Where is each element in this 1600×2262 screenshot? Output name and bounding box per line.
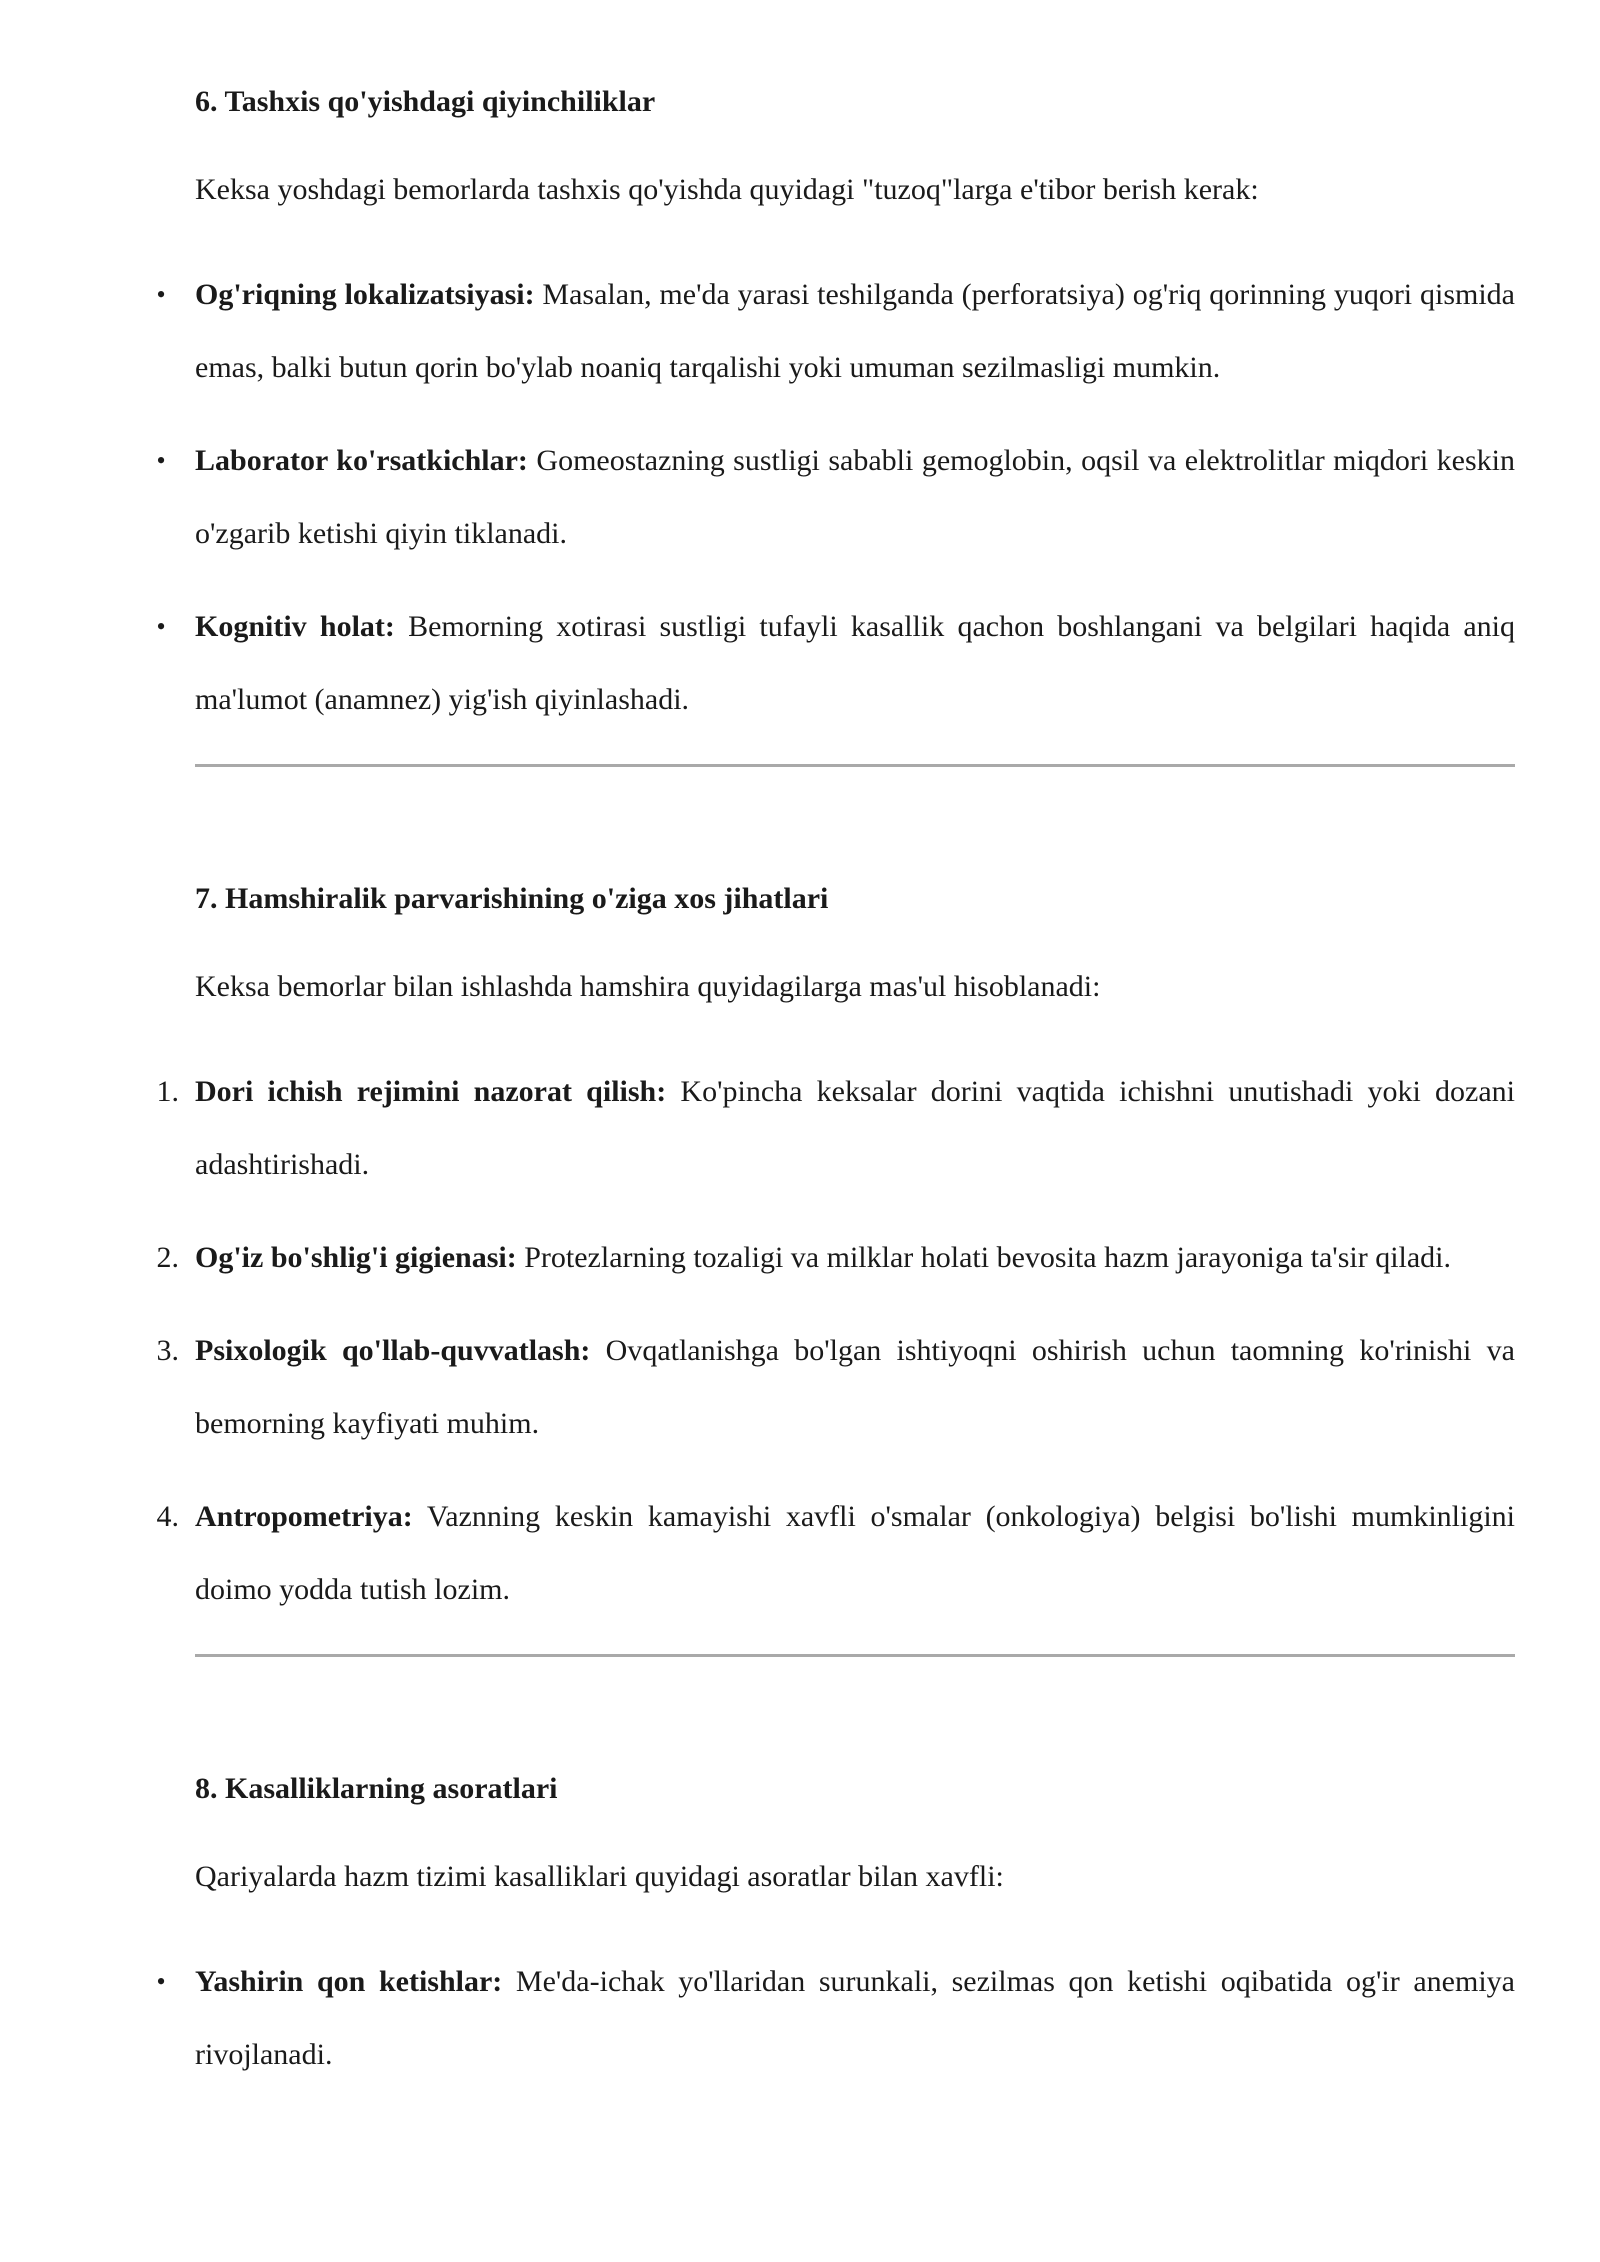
bullet-marker: • (156, 612, 166, 641)
item-text: Me'da-ichak yo'llaridan surunkali, sezilmas qon ketishi oqibatida og'ir anemiya rivojlanadi. (195, 1965, 1515, 2071)
section-title: 6. Tashxis qo'yishdagi qiyinchiliklar (195, 85, 656, 118)
bullet-marker: • (156, 1967, 166, 1996)
list-item (156, 1314, 1515, 1460)
list-item (156, 1945, 1515, 2091)
item-text: Bemorning xotirasi sustligi tufayli kasallik qachon boshlangani va belgilari haqida aniq ma'lumot (anamnez) yig'ish qiyinlashadi. (195, 610, 1515, 716)
section-intro: Keksa bemorlar bilan ishlashda hamshira quyidagilarga mas'ul hisoblanadi: (195, 970, 1101, 1003)
list-item (156, 1480, 1515, 1626)
bullet-marker: • (156, 280, 166, 309)
item-term: Yashirin qon ketishlar: (195, 1965, 503, 1998)
item-text: Masalan, me'da yarasi teshilganda (perforatsiya) og'riq qorinning yuqori qismida emas, balki butun qorin bo'ylab noaniq tarqalishi yoki umuman sezilmasligi mumkin. (195, 278, 1515, 384)
section-8 (156, 1769, 1515, 2091)
item-text: Ko'pincha keksalar dorini vaqtida ichishni unutishadi yoki dozani adashtirishadi. (195, 1075, 1516, 1181)
horizontal-divider (195, 764, 1515, 767)
bullet-list (156, 258, 1515, 736)
section-6 (156, 82, 1515, 767)
number-marker: 4. (156, 1500, 179, 1533)
item-term: Og'iz bo'shlig'i gigienasi: (195, 1241, 517, 1274)
item-text: Ovqatlanishga bo'lgan ishtiyoqni oshirish uchun taomning ko'rinishi va bemorning kayfiyati muhim. (195, 1334, 1515, 1440)
section-intro: Keksa yoshdagi bemorlarda tashxis qo'yishda quyidagi "tuzoq"larga e'tibor berish kerak: (195, 173, 1259, 206)
item-text: Gomeostazning sustligi sababli gemoglobin, oqsil va elektrolitlar miqdori keskin o'zgarib ketishi qiyin tiklanadi. (195, 444, 1515, 550)
item-text: Vaznning keskin kamayishi xavfli o'smalar (onkologiya) belgisi bo'lishi mumkinligini doimo yodda tutish lozim. (195, 1500, 1515, 1606)
list-item (156, 1221, 1515, 1294)
number-marker: 3. (156, 1334, 179, 1367)
number-marker: 1. (156, 1075, 179, 1108)
item-term: Dori ichish rejimini nazorat qilish: (195, 1075, 667, 1108)
list-item (156, 590, 1515, 736)
item-term: Psixologik qo'llab-quvvatlash: (195, 1334, 591, 1367)
section-intro: Qariyalarda hazm tizimi kasalliklari quyidagi asoratlar bilan xavfli: (195, 1860, 1004, 1893)
section-title: 7. Hamshiralik parvarishining o'ziga xos jihatlari (195, 882, 829, 915)
number-marker: 2. (156, 1241, 179, 1274)
item-term: Laborator ko'rsatkichlar: (195, 444, 528, 477)
horizontal-divider (195, 1654, 1515, 1657)
list-item (156, 258, 1515, 404)
numbered-list (156, 1055, 1516, 1626)
bullet-marker: • (156, 446, 166, 475)
list-item (156, 1055, 1516, 1201)
item-term: Antropometriya: (195, 1500, 413, 1533)
document-content (156, 82, 1516, 2091)
list-item (156, 424, 1515, 570)
section-title: 8. Kasalliklarning asoratlari (195, 1772, 558, 1805)
bullet-list (156, 1945, 1515, 2091)
section-7 (156, 879, 1516, 1657)
item-text: Protezlarning tozaligi va milklar holati bevosita hazm jarayoniga ta'sir qiladi. (516, 1241, 1452, 1274)
item-term: Og'riqning lokalizatsiyasi: (195, 278, 535, 311)
item-term: Kognitiv holat: (195, 610, 395, 643)
